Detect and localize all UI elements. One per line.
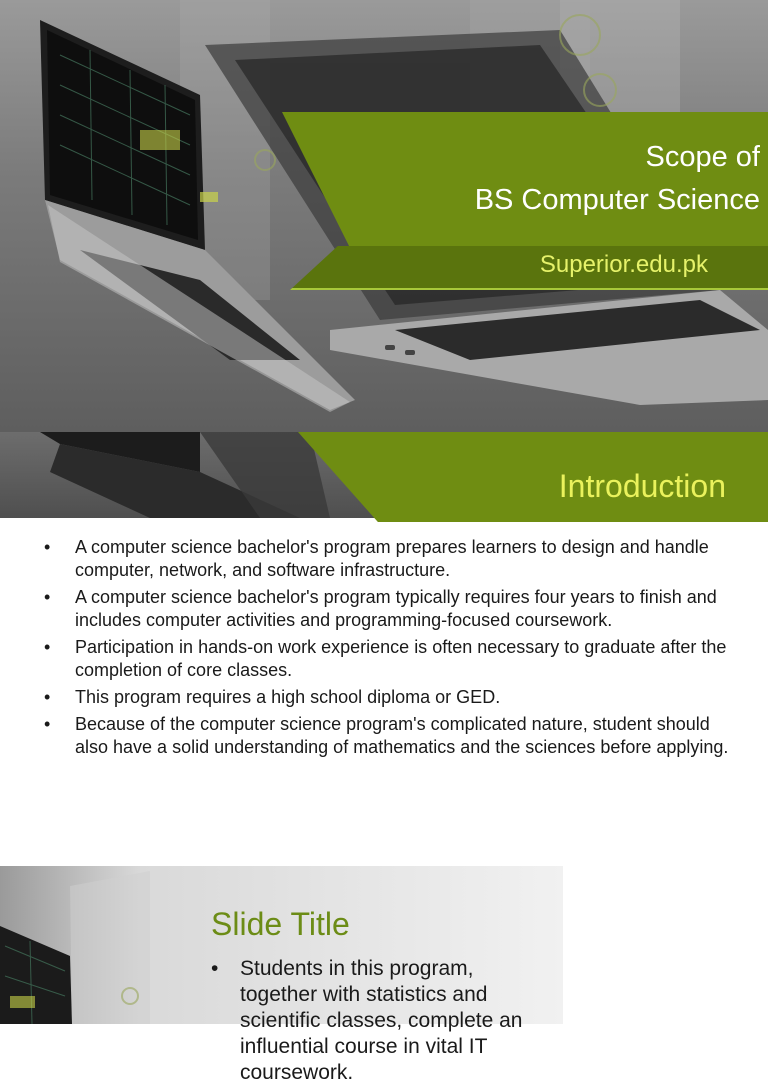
- slide-3: [0, 866, 563, 1084]
- list-item: • Because of the computer science program's complicated nature, student should also have a solid understanding of mathematics and the sciences before applying.: [44, 713, 744, 759]
- slide-bullet-list: [211, 956, 551, 1086]
- website-subtitle: Superior.edu.pk: [539, 251, 708, 278]
- list-item: • Students in this program, together with statistics and scientific classes, complete an influential course in vital IT coursework.: [211, 956, 551, 1086]
- introduction-title: Introduction: [558, 468, 726, 504]
- list-item: • A computer science bachelor's program typically requires four years to finish and includes computer activities and programming-focused coursework.: [44, 586, 744, 632]
- slide-title: Slide Title: [211, 906, 350, 942]
- list-item: • Participation in hands-on work experience is often necessary to graduate after the completion of core classes.: [44, 636, 744, 682]
- slide-2-introduction: [0, 432, 768, 832]
- laptop-side-illustration: [0, 866, 160, 1024]
- introduction-bullet-list: [44, 536, 744, 763]
- title-line-2: BS Computer Science: [474, 184, 760, 216]
- title-line-1: Scope of: [645, 141, 760, 173]
- list-item: • This program requires a high school diploma or GED.: [44, 686, 744, 709]
- slide-title: [475, 136, 760, 222]
- list-item: • A computer science bachelor's program prepares learners to design and handle computer, network, and software infrastructure.: [44, 536, 744, 582]
- slide-1-title: [0, 0, 768, 432]
